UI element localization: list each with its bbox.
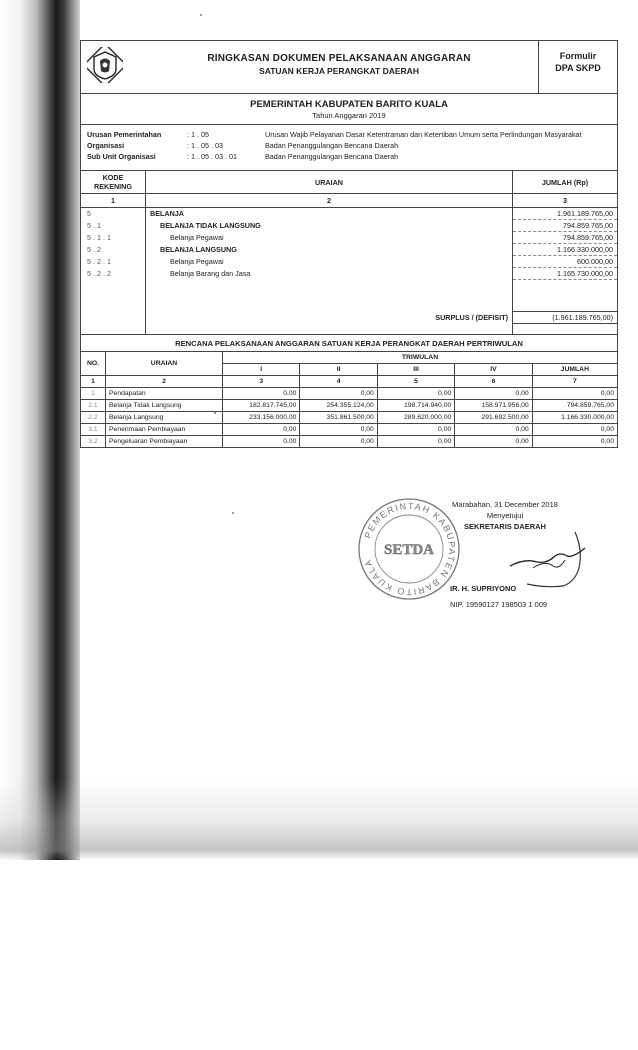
signatory-role: SEKRETARIS DAERAH: [464, 522, 546, 531]
no-cell: 2.1: [81, 399, 106, 411]
col-number: 3: [223, 375, 300, 387]
ii-cell: 0,00: [300, 423, 377, 435]
ii-cell: 0,00: [300, 435, 377, 447]
table-row: [81, 232, 617, 244]
col-number: 3: [513, 194, 618, 208]
i-cell: 182.817.745,00: [223, 399, 300, 411]
col-header-i: I: [223, 363, 300, 375]
triwulan-col-number-row: [81, 375, 617, 387]
col-number: 5: [377, 375, 454, 387]
table-row: [81, 387, 617, 399]
i-cell: 0,00: [223, 423, 300, 435]
uraian-cell: Belanja Langsung: [106, 411, 223, 423]
handwritten-signature: [505, 530, 595, 590]
jumlah-cell: 600.000,00: [513, 256, 618, 268]
scan-speck: [214, 412, 216, 414]
col-header-jumlah: JUMLAH: [532, 363, 617, 375]
form-code: DPA SKPD: [555, 63, 601, 73]
scan-shadow-bottom: [0, 780, 638, 860]
col-header-uraian: URAIAN: [106, 351, 223, 375]
document-header: [81, 41, 617, 94]
no-cell: 3.2: [81, 435, 106, 447]
spacer-row: [81, 324, 617, 334]
ii-cell: 254.355.124,00: [300, 399, 377, 411]
table-row: [81, 244, 617, 256]
form-label: Formulir: [559, 51, 597, 61]
no-cell: 3.1: [81, 423, 106, 435]
table-row: [81, 423, 617, 435]
col-number: 1: [81, 375, 106, 387]
iii-cell: 0,00: [377, 435, 454, 447]
kode-cell: 5 . 1: [81, 220, 146, 232]
info-code: : 1 . 05: [187, 130, 209, 139]
col-number: 4: [300, 375, 377, 387]
iv-cell: 158.971.956,00: [455, 399, 532, 411]
table-row: [81, 220, 617, 232]
budget-rows: [81, 208, 617, 280]
col-header-no: NO.: [81, 351, 106, 375]
uraian-cell: Belanja Barang dan Jasa: [146, 268, 513, 280]
surplus-value: (1.961.189.765,00): [513, 312, 618, 324]
col-number: 2: [146, 194, 513, 208]
jumlah-cell: 1.961.189.765,00: [513, 208, 618, 220]
uraian-cell: BELANJA LANGSUNG: [146, 244, 513, 256]
uraian-cell: Pendapatan: [106, 387, 223, 399]
info-desc: Urusan Wajib Pelayanan Dasar Ketentraman dan Ketertiban Umum serta Perlindungan Masyarakat: [265, 130, 582, 139]
col-number-row: [81, 194, 617, 208]
triwulan-table: [81, 351, 617, 447]
i-cell: 0,00: [223, 435, 300, 447]
document-title: RINGKASAN DOKUMEN PELAKSANAAN ANGGARAN: [207, 53, 471, 64]
kode-cell: 5 . 2 . 1: [81, 256, 146, 268]
jumlah-cell: 794.859.765,00: [513, 232, 618, 244]
col-number: 7: [532, 375, 617, 387]
table-row: [81, 435, 617, 447]
col-header-iv: IV: [455, 363, 532, 375]
iv-cell: 291.692.500,00: [455, 411, 532, 423]
kode-cell: 5: [81, 208, 146, 220]
header-title-block: [141, 53, 537, 76]
signatory-nip: NIP. 19590127 198503 1 009: [450, 600, 548, 609]
jumlah-cell: 0,00: [532, 423, 617, 435]
signatory-name: IR. H. SUPRIYONO: [450, 584, 517, 593]
uraian-cell: Penerimaan Pembiayaan: [106, 423, 223, 435]
table-row: [81, 208, 617, 220]
uraian-cell: Pengeluaran Pembiayaan: [106, 435, 223, 447]
uraian-cell: BELANJA: [146, 208, 513, 220]
scan-speck: [232, 512, 234, 514]
surplus-label: SURPLUS / (DEFISIT): [146, 312, 513, 324]
scan-shadow-edge: [0, 0, 80, 860]
info-label: Urusan Pemerintahan: [87, 130, 162, 139]
jumlah-cell: 1.166.330.000,00: [532, 411, 617, 423]
col-header-ii: II: [300, 363, 377, 375]
ii-cell: 351.861.500,00: [300, 411, 377, 423]
iii-cell: 289.620.000,00: [377, 411, 454, 423]
col-header-kode: KODE REKENING: [81, 171, 146, 194]
table-row: [81, 399, 617, 411]
table-row: [81, 411, 617, 423]
government-name: PEMERINTAH KABUPATEN BARITO KUALA: [250, 99, 448, 110]
stamp-ring-text: PEMERINTAH KABUPATEN BARITO KUALA: [362, 500, 458, 598]
info-desc: Badan Penanggulangan Bencana Daerah: [265, 152, 399, 161]
uraian-cell: BELANJA TIDAK LANGSUNG: [146, 220, 513, 232]
place-date: Marabahan, 31 December 2018: [452, 500, 558, 509]
info-label: Organisasi: [87, 141, 125, 150]
no-cell: 2.2: [81, 411, 106, 423]
iii-cell: 198.714.940,00: [377, 399, 454, 411]
iv-cell: 0,00: [455, 387, 532, 399]
kode-cell: 5 . 2 . 2: [81, 268, 146, 280]
info-desc: Badan Penanggulangan Bencana Daerah: [265, 141, 399, 150]
uraian-cell: Belanja Tidak Langsung: [106, 399, 223, 411]
stamp-center-text: SETDA: [383, 542, 435, 558]
scan-speck: [200, 14, 202, 16]
jumlah-cell: 1.166.330.000,00: [513, 244, 618, 256]
table-row: [81, 256, 617, 268]
table-header-row: [81, 171, 617, 194]
jumlah-cell: 794.859.765,00: [532, 399, 617, 411]
col-header-iii: III: [377, 363, 454, 375]
spacer-row: [81, 280, 617, 312]
col-header-triwulan: TRIWULAN: [223, 351, 618, 363]
document-subtitle: SATUAN KERJA PERANGKAT DAERAH: [259, 66, 419, 76]
uraian-cell: Belanja Pegawai: [146, 232, 513, 244]
info-label: Sub Unit Organisasi: [87, 152, 156, 161]
iv-cell: 0,00: [455, 435, 532, 447]
iii-cell: 0,00: [377, 423, 454, 435]
ii-cell: 0,00: [300, 387, 377, 399]
jumlah-cell: 0,00: [532, 435, 617, 447]
i-cell: 0,00: [223, 387, 300, 399]
form-code-box: [538, 41, 617, 93]
kode-cell: 5 . 1 . 1: [81, 232, 146, 244]
regency-emblem-icon: [87, 47, 123, 83]
approval-label: Menyetujui: [486, 511, 524, 520]
table-row: [81, 268, 617, 280]
surplus-row: [81, 312, 617, 324]
i-cell: 233.156.000,00: [223, 411, 300, 423]
info-code: : 1 . 05 . 03: [187, 141, 223, 150]
triwulan-header-row: [81, 351, 617, 363]
organization-info: [81, 125, 617, 171]
kode-cell: 5 . 2: [81, 244, 146, 256]
budget-summary-table: [81, 171, 617, 334]
col-header-uraian: URAIAN: [146, 171, 513, 194]
col-header-jumlah: JUMLAH (Rp): [513, 171, 618, 194]
iv-cell: 0,00: [455, 423, 532, 435]
triwulan-rows: [81, 387, 617, 447]
info-code: : 1 . 05 . 03 . 01: [187, 152, 237, 161]
budget-year: Tahun Anggaran 2019: [312, 111, 386, 120]
jumlah-cell: 1.165.730.000,00: [513, 268, 618, 280]
col-number: 2: [106, 375, 223, 387]
document-sheet: [80, 40, 618, 448]
jumlah-cell: 794.859.765,00: [513, 220, 618, 232]
uraian-cell: Belanja Pegawai: [146, 256, 513, 268]
government-block: [81, 94, 617, 125]
col-number: 1: [81, 194, 146, 208]
iii-cell: 0,00: [377, 387, 454, 399]
triwulan-section-title: RENCANA PELAKSANAAN ANGGARAN SATUAN KERJA PERANGKAT DAERAH PERTRIWULAN: [81, 334, 617, 351]
jumlah-cell: 0,00: [532, 387, 617, 399]
col-number: 6: [455, 375, 532, 387]
no-cell: 1: [81, 387, 106, 399]
